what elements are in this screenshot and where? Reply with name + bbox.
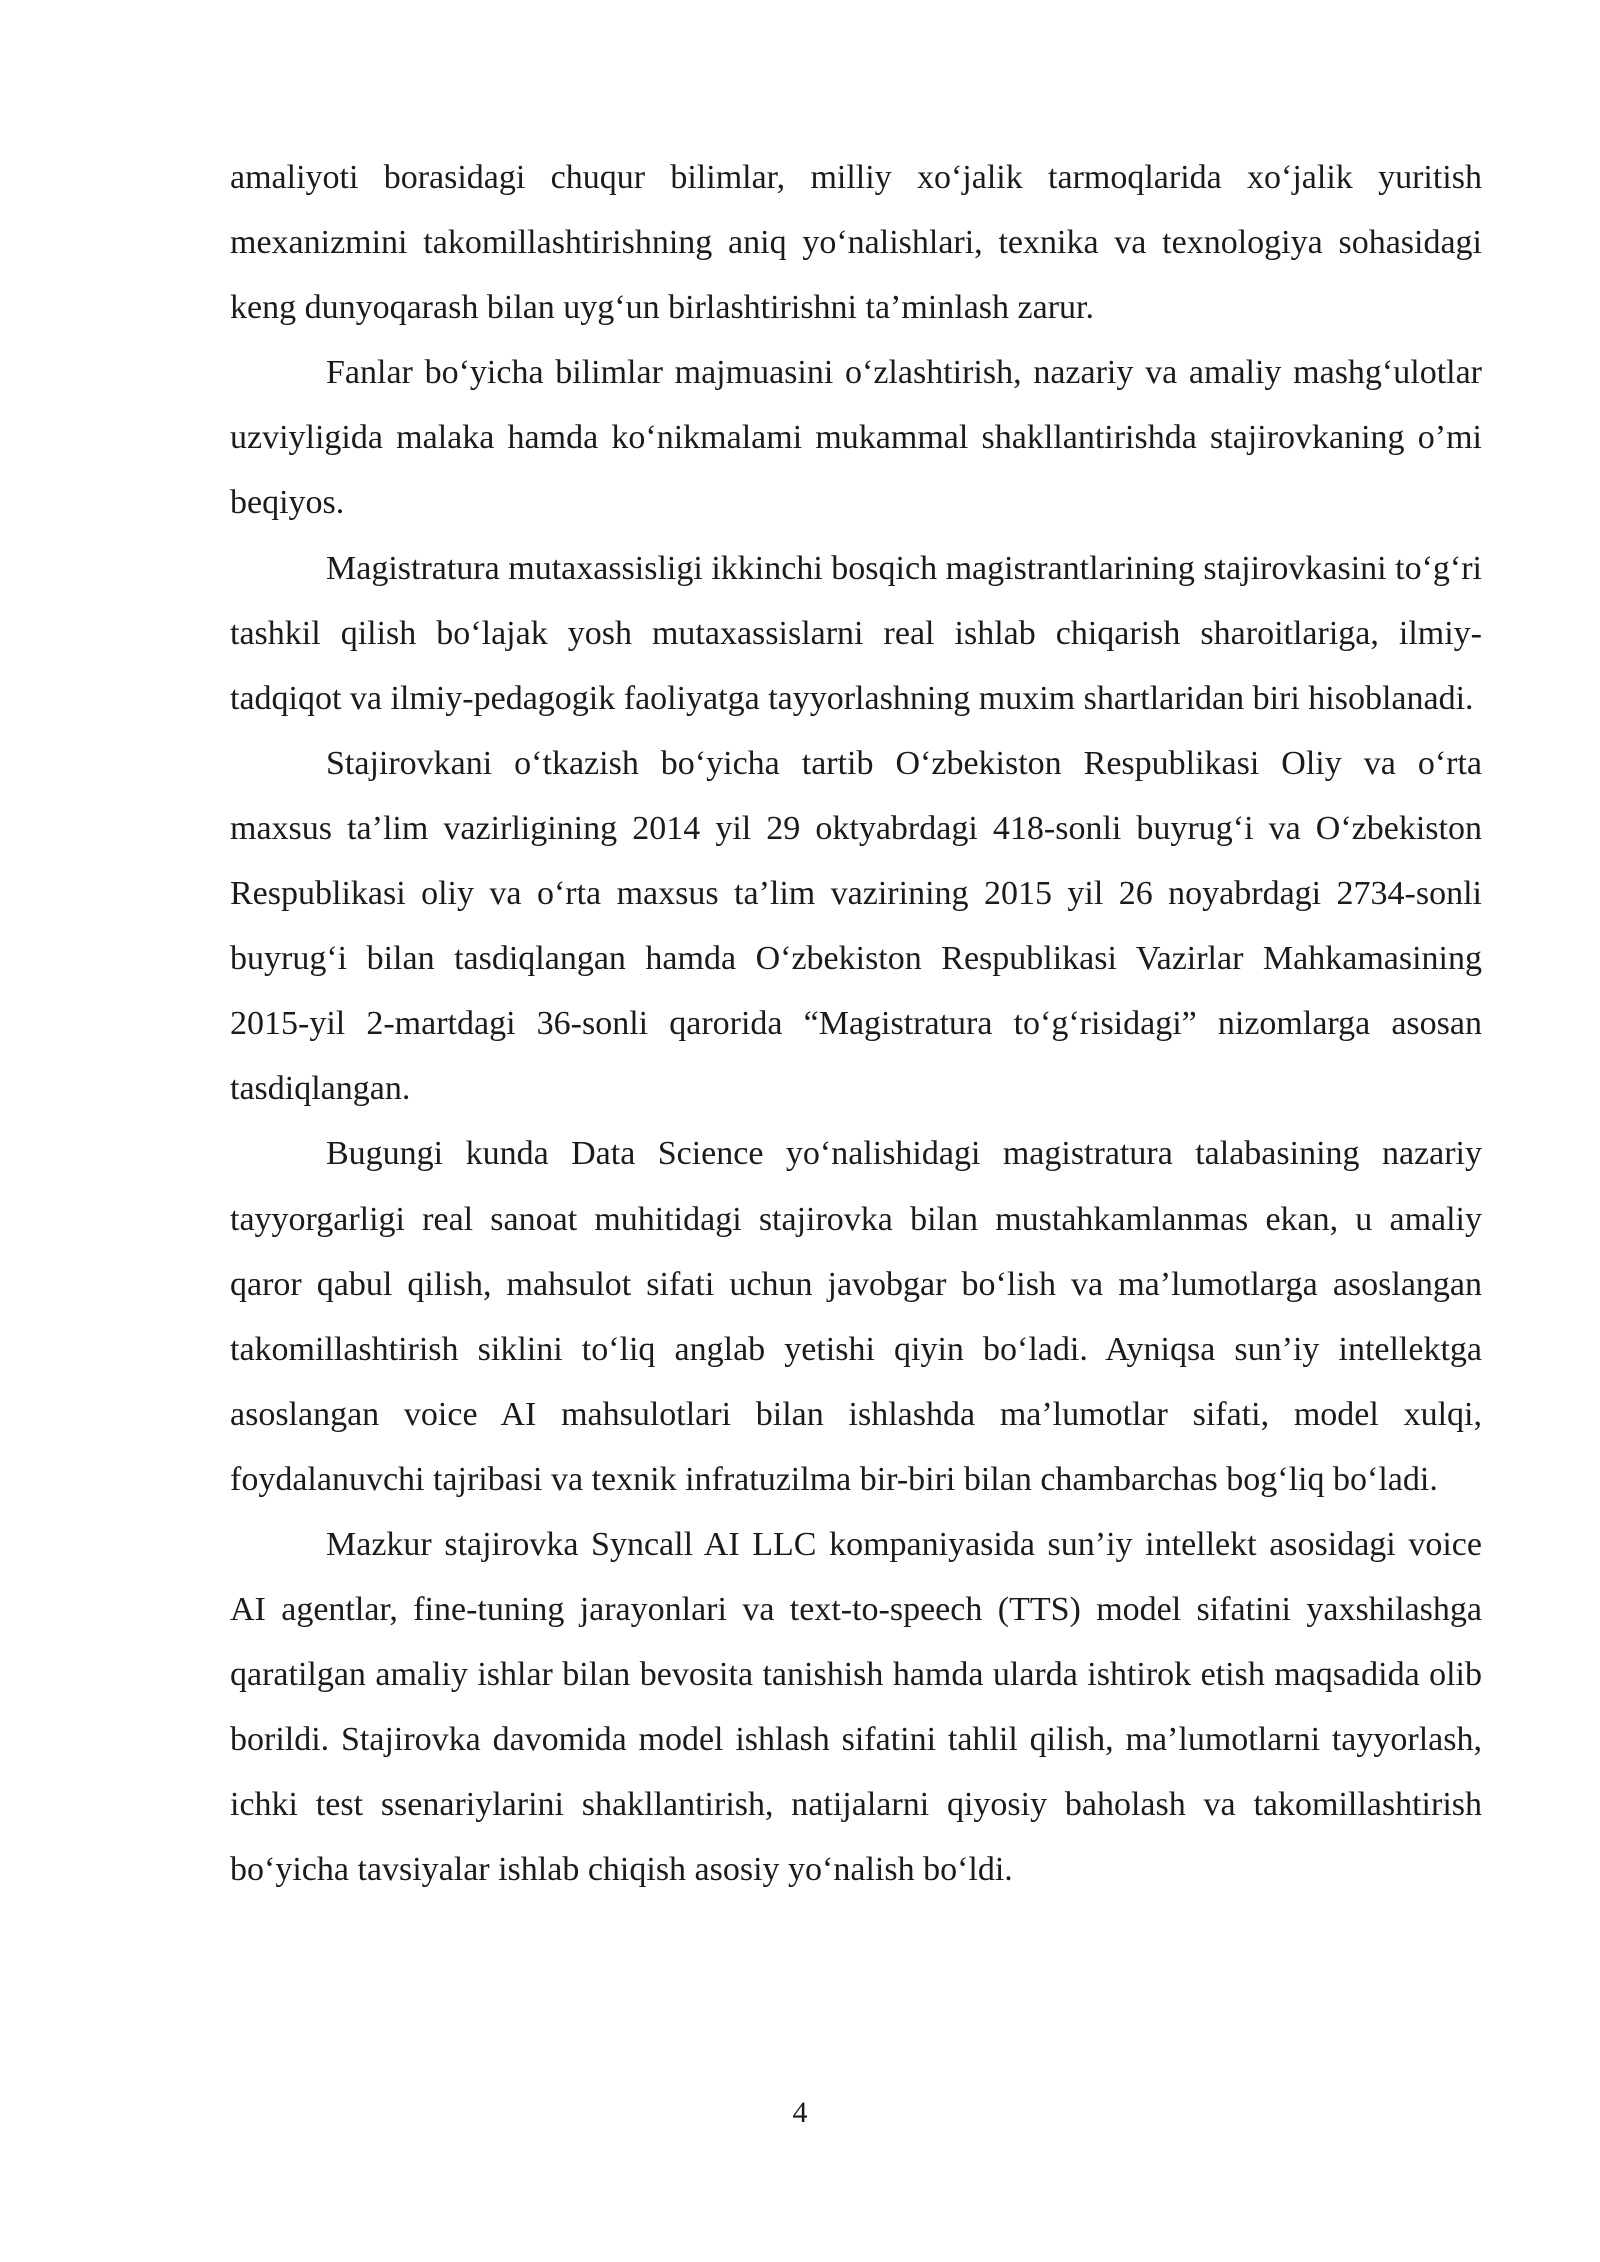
page-number: 4 [792,2096,808,2129]
paragraph: Bugungi kunda Data Science yo‘nalishidagi magistratura talabasining nazariy tayyorgarligi real sanoat muhitidagi stajirovka bilan mustahkamlanmas ekan, u amaliy qaror qabul qilish, mahsulot sifati uchun javobgar bo‘lish va ma’lumotlarga asoslangan takomillashtirish siklini to‘liq anglab yetishi qiyin bo‘ladi. Ayniqsa sun’iy intellektga asoslangan voice AI mahsulotlari bilan ishlashda ma’lumotlar sifati, model xulqi, foydalanuvchi tajribasi va texnik infratuzilma bir-biri bilan chambarchas bog‘liq bo‘ladi. [230,1135,1482,1498]
paragraph: Mazkur stajirovka Syncall AI LLC kompaniyasida sun’iy intellekt asosidagi voice AI agentlar, fine-tuning jarayonlari va text-to-speech (TTS) model sifatini yaxshilashga qaratilgan amaliy ishlar bilan bevosita tanishish hamda ularda ishtirok etish maqsadida olib borildi. Stajirovka davomida model ishlash sifatini tahlil qilish, ma’lumotlarni tayyorlash, ichki test ssenariylarini shakllantirish, natijalarni qiyosiy baholash va takomillashtirish bo‘yicha tavsiyalar ishlab chiqish asosiy yo‘nalish bo‘ldi. [230,1525,1482,1889]
paragraph: Stajirovkani o‘tkazish bo‘yicha tartib O‘zbekiston Respublikasi Oliy va o‘rta maxsus ta’lim vazirligining 2014 yil 29 oktyabrdagi 418-sonli buyrug‘i va O‘zbekiston Respublikasi oliy va o‘rta maxsus ta’lim vazirining 2015 yil 26 noyabrdagi 2734-sonli buyrug‘i bilan tasdiqlangan hamda O‘zbekiston Respublikasi Vazirlar Mahkamasining 2015-yil 2-martdagi 36-sonli qarorida “Magistratura to‘g‘risidagi” nizomlarga asosan tasdiqlangan. [230,744,1482,1108]
body-text [230,145,1482,1903]
paragraph: Magistratura mutaxassisligi ikkinchi bosqich magistrantlarining stajirovkasini to‘g‘ri tashkil qilish bo‘lajak yosh mutaxassislarni real ishlab chiqarish sharoitlariga, ilmiy-tadqiqot va ilmiy-pedagogik faoliyatga tayyorlashning muxim shartlaridan biri hisoblanadi. [230,549,1482,717]
paragraph: Fanlar bo‘yicha bilimlar majmuasini o‘zlashtirish, nazariy va amaliy mashg‘ulotlar uzviyligida malaka hamda ko‘nikmalami mukammal shakllantirishda stajirovkaning o’mi beqiyos. [230,354,1482,522]
paragraph-continuation: amaliyoti borasidagi chuqur bilimlar, milliy xo‘jalik tarmoqlarida xo‘jalik yuritish mexanizmini takomillashtirishning aniq yo‘nalishlari, texnika va texnologiya sohasidagi keng dunyoqarash bilan uyg‘un birlashtirishni ta’minlash zarur. [230,159,1482,327]
